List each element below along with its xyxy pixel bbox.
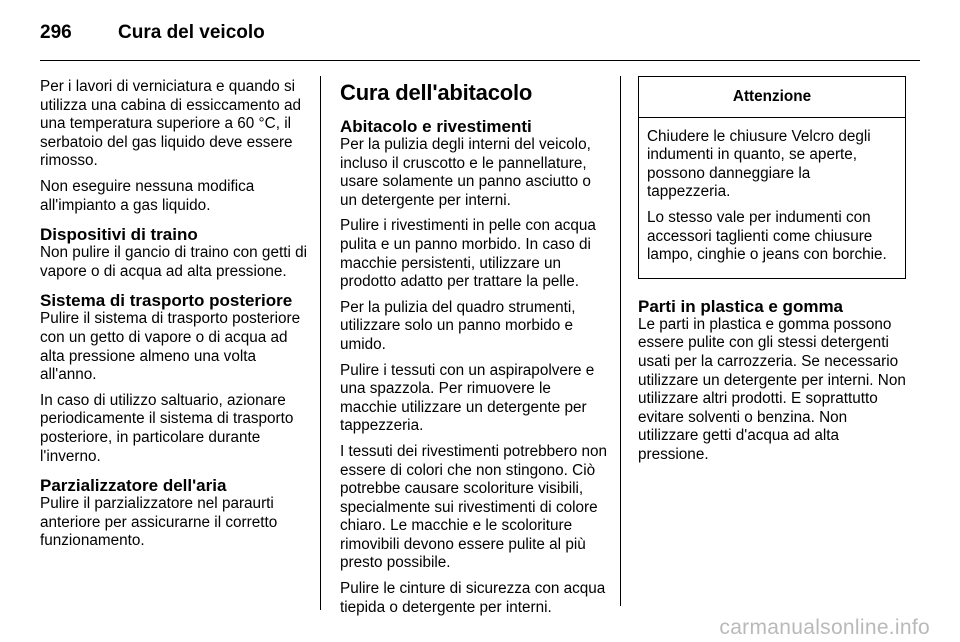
page-title: Cura del veicolo (118, 22, 265, 43)
paragraph: In caso di utilizzo saltuario, azionare periodicamente il sistema di trasporto posteriore, in particolare durante l'inverno. (40, 391, 294, 465)
column-middle (340, 78, 608, 624)
page-number: 296 (40, 22, 72, 43)
caution-body (639, 118, 905, 278)
paragraph: Chiudere le chiusure Velcro degli indumenti in quanto, se aperte, possono danneggiare la tappezzeria. (647, 127, 871, 201)
chapter-heading: Cura dell'abitacolo (340, 80, 533, 105)
caution-box (638, 76, 906, 279)
column-divider (320, 76, 321, 610)
section-heading-rear-carrier: Sistema di trasporto posteriore (40, 291, 293, 311)
paragraph: Pulire il parzializzatore nel paraurti anteriore per assicurarne il corretto funzionamento. (40, 495, 278, 550)
watermark: carmanualsonline.info (719, 616, 930, 639)
paragraph: Pulire i rivestimenti in pelle con acqua pulita e un panno morbido. In caso di macchie persistenti, utilizzare un prodotto adatto per trattare la pelle. (340, 217, 596, 291)
column-left (40, 78, 308, 558)
section-heading-interior: Abitacolo e rivestimenti (340, 117, 532, 136)
section-heading-towing: Dispositivi di traino (40, 225, 198, 245)
paragraph: Pulire le cinture di sicurezza con acqua tiepida o detergente per interni. (340, 580, 606, 616)
paragraph: Pulire i tessuti con un aspirapolvere e una spazzola. Per rimuovere le macchie utilizzare un detergente per tappezzeria. (340, 361, 595, 435)
column-divider (620, 76, 621, 606)
paragraph: Non eseguire nessuna modifica all'impianto a gas liquido. (40, 177, 255, 214)
page-header (40, 18, 265, 48)
paragraph: Per la pulizia del quadro strumenti, utilizzare solo un panno morbido e umido. (340, 298, 576, 353)
paragraph: Le parti in plastica e gomma possono essere pulite con gli stessi detergenti usati per la carrozzeria. Se necessario utilizzare un detergente per interni. Non utilizzare altri prodotti. E soprattutto evitare solventi o benzina. Non utilizzare getti d'acqua ad alta pressione. (638, 315, 906, 463)
paragraph: Per la pulizia degli interni del veicolo, incluso il cruscotto e le pannellature, usare solamente un panno asciutto o un detergente per interni. (340, 136, 591, 209)
paragraph: Lo stesso vale per indumenti con accessori taglienti come chiusure lampo, cinghie o jeans con borchie. (647, 208, 887, 264)
paragraph: Per i lavori di verniciatura e quando si utilizza una cabina di essiccamento ad una temperatura superiore a 60 °C, il serbatoio del gas liquido deve essere rimosso. (40, 78, 302, 170)
column-right (638, 76, 906, 472)
section-heading-plastic-rubber: Parti in plastica e gomma (638, 296, 844, 316)
caution-title: Attenzione (639, 77, 905, 118)
header-rule (40, 60, 920, 61)
paragraph: I tessuti dei rivestimenti potrebbero non essere di colori che non stingono. Ciò potrebbe causare scoloriture visibili, specialmente sui rivestimenti di colore chiaro. Le macchie e le scoloriture rimovibili devono essere pulite al più presto possibile. (340, 442, 607, 572)
paragraph: Non pulire il gancio di traino con getti di vapore o di acqua ad alta pressione. (40, 244, 308, 280)
paragraph: Pulire il sistema di trasporto posteriore con un getto di vapore o di acqua ad alta pressione almeno una volta all'anno. (40, 310, 301, 384)
section-heading-air-deflector: Parzializzatore dell'aria (40, 476, 227, 496)
